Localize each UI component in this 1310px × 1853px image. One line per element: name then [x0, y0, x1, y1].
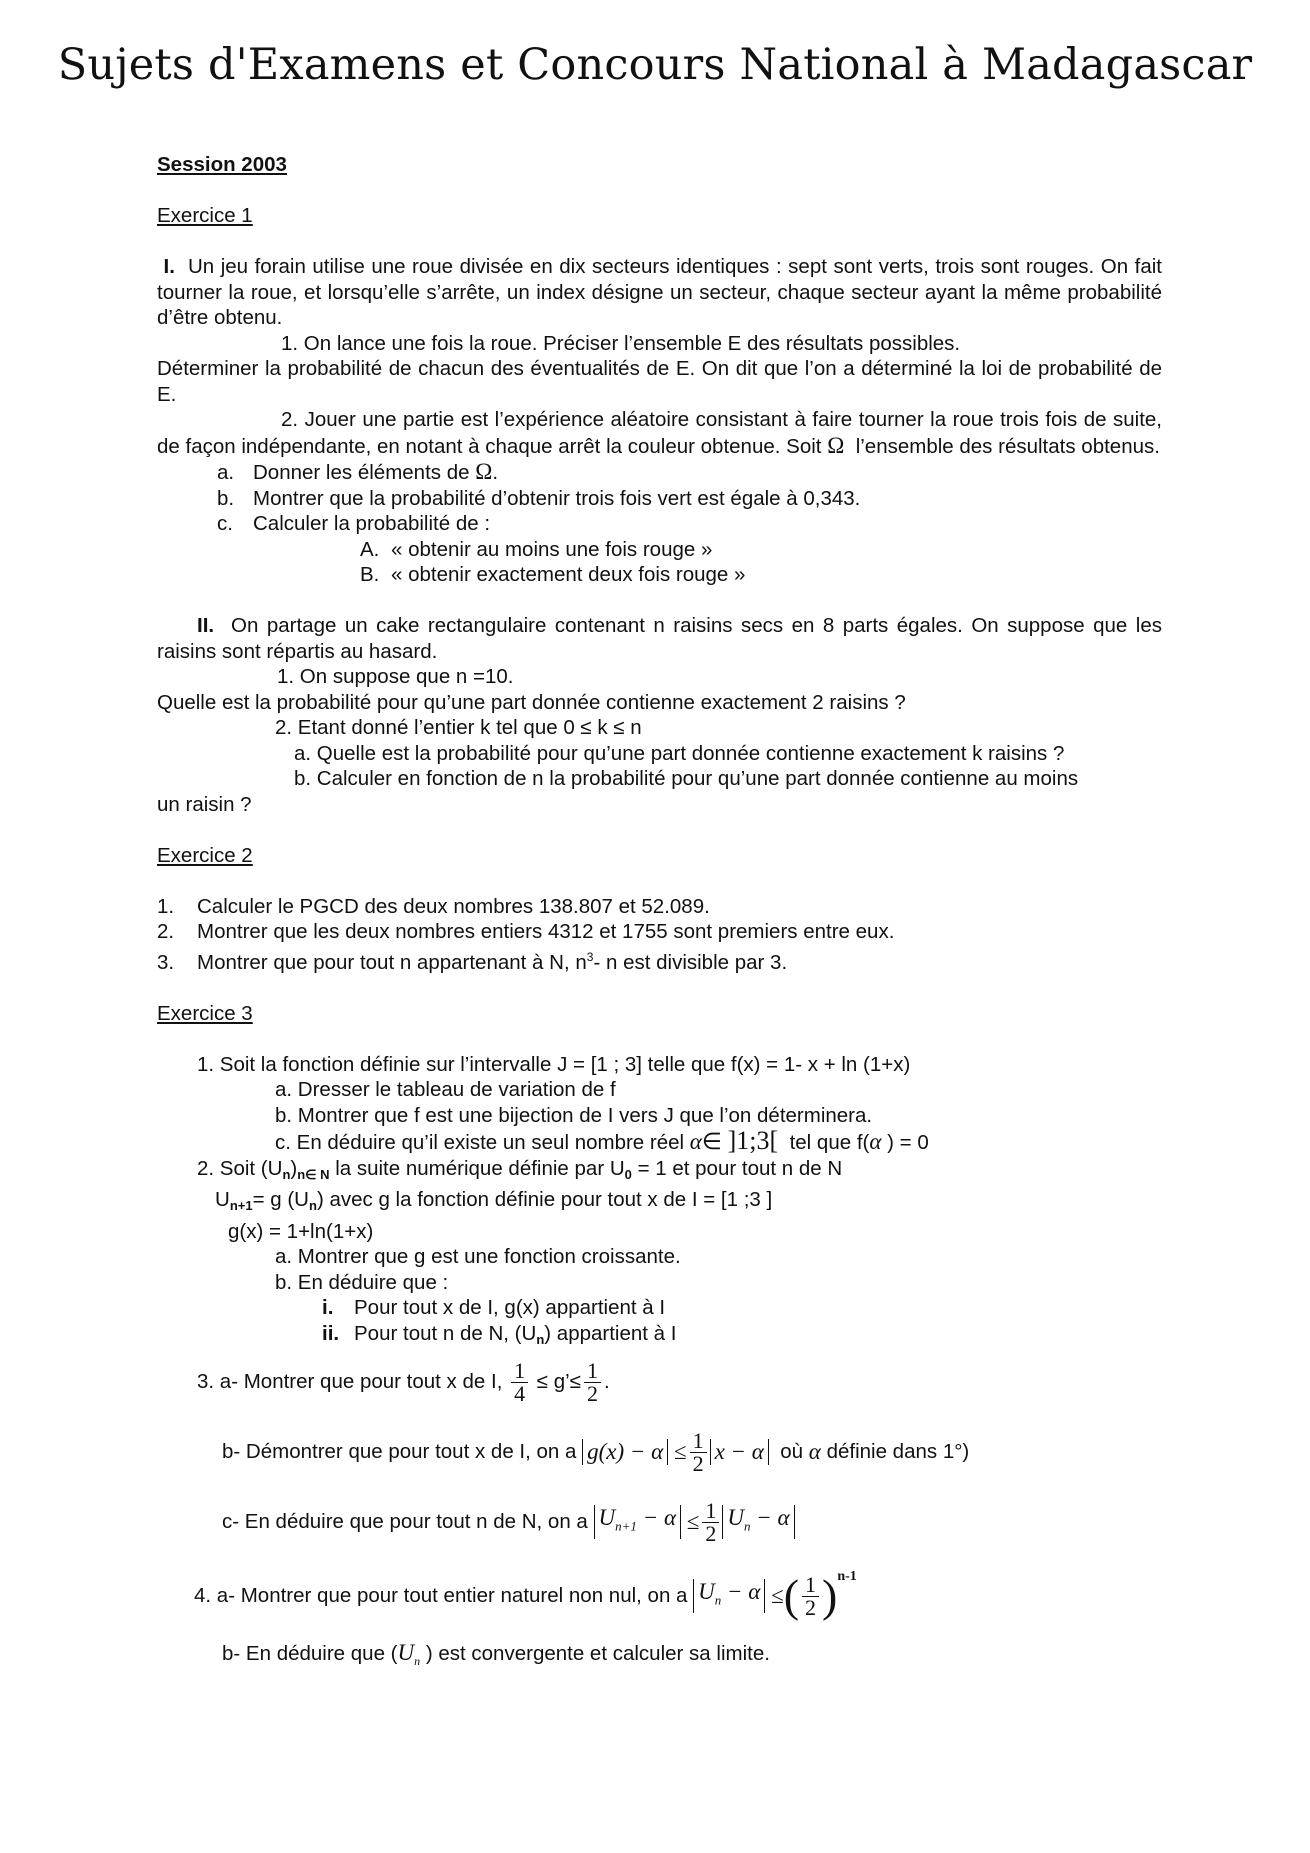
q2-text: = 1 et pour tout n de N [637, 1156, 843, 1180]
leq-symbol: ≤ [771, 1583, 784, 1609]
ex1-ii-1: 1. On suppose que n =10. [277, 665, 514, 688]
exponent: n-1 [837, 1569, 857, 1584]
q2a-text: Donner les éléments de [253, 461, 470, 484]
exercise-3-heading: Exercice 3 [157, 1001, 253, 1025]
list-label: 2. [157, 920, 175, 943]
alpha-symbol: α [808, 1439, 821, 1465]
u-symbol: U [698, 1578, 715, 1604]
list-label: c. [217, 512, 233, 535]
document-body [157, 152, 1162, 1675]
numerator: 1 [702, 1500, 719, 1523]
list-label: b. [217, 486, 235, 510]
list-label: ii. [322, 1321, 340, 1345]
q2a-end: . [492, 461, 499, 484]
right-paren: ) [822, 1570, 838, 1621]
q3a-end: . [603, 1370, 610, 1394]
list-label: A. [360, 537, 380, 561]
q4a-text: 4. a- Montrer que pour tout entier naturel non nul, on a [194, 1584, 688, 1608]
q1c-text: tel que f( [789, 1131, 870, 1154]
ex3-q1c [157, 1128, 1162, 1156]
q3b-text: où [780, 1440, 804, 1464]
q3b-text: b- Démontrer que pour tout x de I, on a [222, 1440, 577, 1464]
ex1-question-1: 1. On lance une fois la roue. Préciser l’ensemble E des résultats possibles. [281, 331, 961, 355]
omega-symbol: Ω [827, 432, 845, 458]
numerator: 1 [802, 1574, 819, 1597]
subscript: n+1 [615, 1518, 637, 1534]
ex3-q3b [157, 1422, 1162, 1482]
part-ii-text: On partage un cake rectangulaire contenant n raisins secs en 8 parts égales. On suppose que les raisins sont répartis au hasard. [157, 614, 1162, 663]
part-ii-label: II. [197, 614, 215, 637]
u-symbol: U [397, 1640, 415, 1665]
ex3-q4b [157, 1640, 1162, 1675]
numerator: 1 [511, 1360, 528, 1383]
q3b-text: définie dans 1°) [826, 1440, 970, 1464]
ex2-item-text: Montrer que les deux nombres entiers 4312 et 1755 sont premiers entre eux. [197, 920, 895, 943]
q2-text-2: l’ensemble des résultats obtenus. [855, 434, 1160, 458]
alpha-symbol: α [869, 1129, 882, 1154]
ex3-q3c [157, 1492, 1162, 1552]
subscript: n [714, 1592, 722, 1608]
list-label: a. [217, 461, 235, 484]
fraction-one-half [702, 1497, 719, 1546]
ex3-q2-line3: g(x) = 1+ln(1+x) [228, 1219, 374, 1243]
ex1-q2b [157, 486, 1162, 512]
denominator: 2 [705, 1520, 717, 1546]
ex1-ii-2b-end: un raisin ? [157, 792, 252, 816]
left-paren: ( [783, 1570, 800, 1621]
fraction-one-half [690, 1427, 707, 1476]
q2b-text: Montrer que la probabilité d’obtenir trois fois vert est égale à 0,343. [253, 486, 861, 510]
exercise-2-heading: Exercice 2 [157, 843, 253, 867]
page-title: Sujets d'Examens et Concours National à Madagascar [57, 40, 1253, 90]
q2-text: 2. Soit (U [197, 1156, 283, 1180]
absolute-value: x − α [710, 1439, 769, 1465]
ex3-q2b: b. En déduire que : [275, 1270, 449, 1294]
absolute-value [594, 1505, 682, 1540]
q4b-text: ) est convergente et calculer sa limite. [425, 1642, 770, 1665]
part-i-text: Un jeu forain utilise une roue divisée en dix secteurs identiques : sept sont verts, trois sont rouges. On fait tourner la roue, et lorsqu’elle s’arrête, un index désigne un secteur, chaque secteur ayant la même probabilité d’être obtenu. [157, 255, 1162, 329]
list-label: i. [322, 1296, 334, 1319]
q2c-a-text: « obtenir au moins une fois rouge » [391, 537, 713, 561]
absolute-value: g(x) − α [582, 1439, 668, 1465]
denominator: 4 [514, 1380, 526, 1406]
list-label: 1. [157, 894, 175, 918]
ex3-q1: 1. Soit la fonction définie sur l’intervalle J = [1 ; 3] telle que f(x) = 1- x + ln (1+x) [197, 1052, 911, 1076]
ex2-item-text: Montrer que pour tout n appartenant à N, n [197, 950, 587, 974]
q2-text: = g (U [252, 1188, 309, 1211]
q1c-text: ) = 0 [887, 1131, 929, 1154]
q2-text: la suite numérique définie par U [335, 1156, 625, 1180]
q1c-text: c. En déduire qu’il existe un seul nombre réel [275, 1131, 685, 1154]
ex3-q2b-ii [157, 1321, 1162, 1353]
interval: ]1;3[ [727, 1126, 779, 1155]
alpha-symbol: α [689, 1129, 702, 1154]
ex1-ii-2: 2. Etant donné l’entier k tel que 0 ≤ k ≤ n [275, 716, 642, 739]
denominator: 2 [692, 1450, 704, 1476]
q3a-text: 3. a- Montrer que pour tout x de I, [197, 1370, 503, 1394]
q2bi-text: Pour tout x de I, g(x) appartient à I [354, 1296, 666, 1319]
subscript: n [743, 1518, 751, 1534]
ex3-q1a: a. Dresser le tableau de variation de f [275, 1078, 616, 1101]
absolute-value [722, 1505, 794, 1540]
q2c-text: Calculer la probabilité de : [253, 512, 491, 535]
leq-symbol: ≤ [686, 1509, 700, 1535]
ex1-q2c-a [157, 537, 1162, 563]
denominator: 2 [805, 1594, 817, 1620]
fraction-one-quarter [511, 1357, 528, 1406]
u-symbol: U [598, 1504, 616, 1530]
q2bii-text: ) appartient à I [544, 1321, 677, 1345]
subscript: n+1 [229, 1198, 253, 1213]
subscript: n [308, 1198, 317, 1213]
ex1-q2c-b [157, 562, 1162, 588]
q2-text-1: 2. Jouer une partie est l’expérience aléatoire consistant à faire tourner la roue trois fois de suite, de façon indépendante, en notant à chaque arrêt la couleur obtenue. Soit [157, 408, 1162, 458]
subscript: 0 [624, 1166, 632, 1182]
ex3-q2a: a. Montrer que g est une fonction croissante. [275, 1245, 681, 1268]
q4b-text: b- En déduire que ( [222, 1642, 398, 1665]
q3c-text: c- En déduire que pour tout n de N, on a [222, 1510, 588, 1534]
q3a-text: ≤ g’≤ [536, 1370, 581, 1394]
session-heading: Session 2003 [157, 153, 287, 176]
minus-alpha: − α [756, 1504, 790, 1530]
denominator: 2 [586, 1380, 598, 1406]
subscript: n [282, 1166, 291, 1182]
minus-alpha: − α [727, 1578, 761, 1604]
ex1-question-2 [157, 407, 1162, 459]
ex2-item-1 [157, 894, 1162, 920]
ex3-q3a [157, 1352, 1162, 1412]
ex1-ii-1b: Quelle est la probabilité pour qu’une part donnée contienne exactement 2 raisins ? [157, 690, 906, 714]
numerator: 1 [690, 1430, 707, 1453]
ex3-q1b: b. Montrer que f est une bijection de I vers J que l’on déterminera. [275, 1103, 873, 1127]
u-symbol: U [727, 1504, 744, 1530]
q2c-b-text: « obtenir exactement deux fois rouge » [391, 563, 746, 586]
exercise-1-heading: Exercice 1 [157, 204, 253, 227]
subscript: n∈ N [297, 1166, 330, 1182]
absolute-value [693, 1579, 765, 1614]
ex1-q2a [157, 459, 1162, 486]
minus-alpha: − α [642, 1504, 677, 1530]
omega-symbol: Ω [475, 459, 493, 484]
ex3-q2b-i [157, 1295, 1162, 1321]
q2bii-text: Pour tout n de N, (U [354, 1321, 537, 1345]
numerator: 1 [584, 1360, 601, 1383]
element-of-symbol: ∈ [701, 1129, 722, 1154]
ex1-q2c [157, 511, 1162, 537]
ex1-question-1b: Déterminer la probabilité de chacun des éventualités de E. On dit que l’on a déterminé la loi de probabilité de E. [157, 357, 1162, 406]
list-label: B. [360, 563, 380, 586]
ex3-q2-line2 [157, 1187, 1162, 1219]
superscript: 3 [586, 949, 594, 964]
q2-text: ) avec g la fonction définie pour tout x de I = [1 ;3 ] [316, 1188, 773, 1211]
ex2-item-3 [157, 945, 1162, 976]
ex1-part-ii [157, 613, 1162, 664]
ex2-item-text: - n est divisible par 3. [593, 950, 788, 974]
ex2-item-2 [157, 919, 1162, 945]
ex2-item-text: Calculer le PGCD des deux nombres 138.807 et 52.089. [197, 894, 710, 918]
ex3-q4a [157, 1562, 1162, 1630]
q2-text: U [215, 1188, 230, 1211]
list-label: 3. [157, 950, 175, 974]
fraction-one-half [584, 1357, 601, 1406]
subscript: n [414, 1654, 421, 1669]
ex1-part-i [157, 254, 1162, 331]
fraction-one-half [802, 1571, 819, 1620]
leq-symbol: ≤ [673, 1439, 687, 1465]
subscript: n [536, 1331, 545, 1347]
ex3-q2: 2. Soit $(U_n)_{n\in N}$ la suite numérique définie par $U_0 = 1$ et pour tout n de N [197, 1156, 843, 1182]
ex1-ii-2b: b. Calculer en fonction de n la probabilité pour qu’une part donnée contienne au moins [294, 767, 1079, 790]
part-i-label: I. [163, 255, 175, 278]
ex1-ii-2a: a. Quelle est la probabilité pour qu’une part donnée contienne exactement k raisins ? [294, 741, 1065, 765]
